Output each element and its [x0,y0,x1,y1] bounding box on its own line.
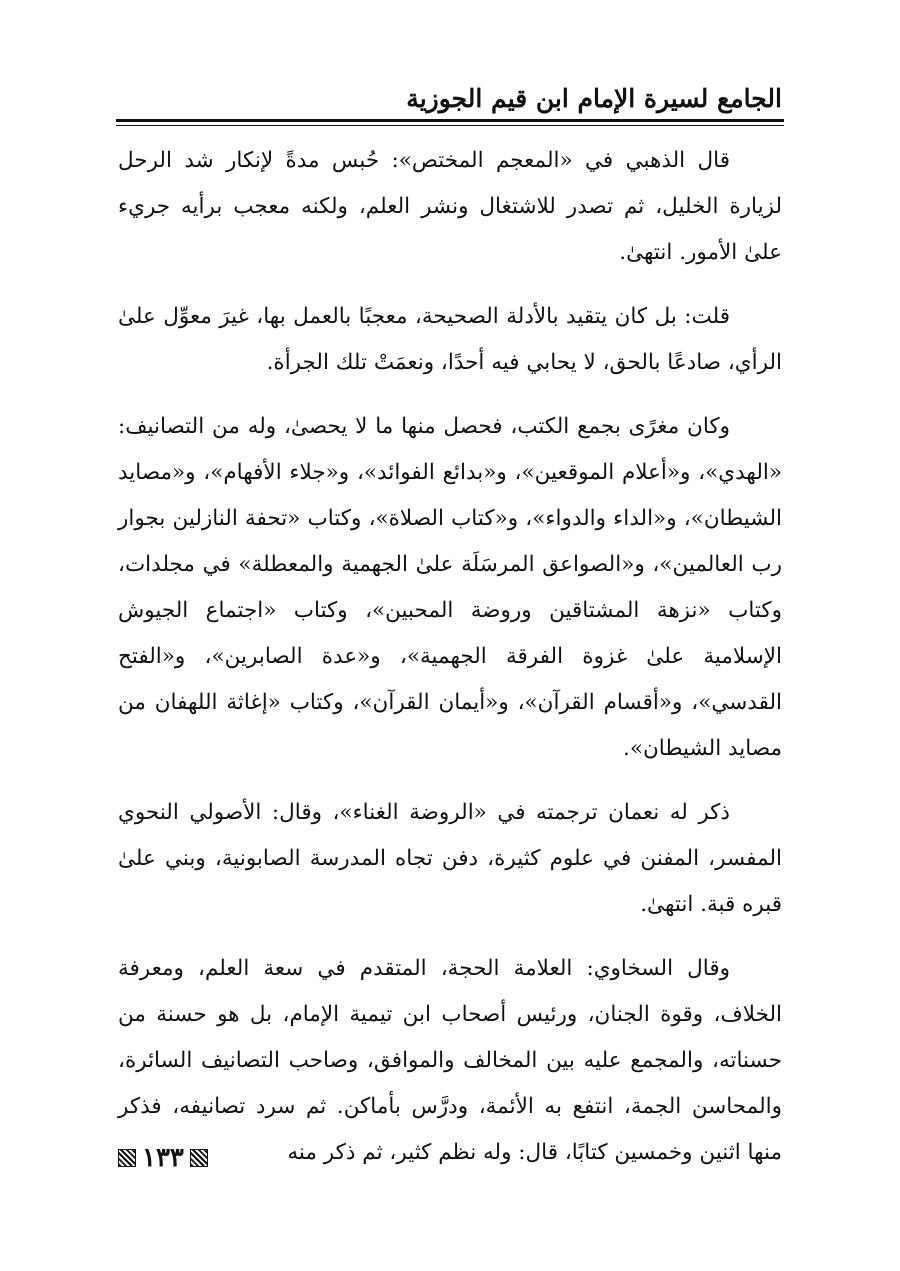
running-head-title: الجامع لسيرة الإمام ابن قيم الجوزية [406,84,782,113]
header-rule-thick [116,119,784,122]
paragraph-numan-biography: ذكر له نعمان ترجمته في «الروضة الغناء»، وقال: الأصولي النحوي المفسر، المفنن في علوم كثيرة، دفن تجاه المدرسة الصابونية، وبني علىٰ قبره قبة. انتهىٰ. [118,800,782,917]
paragraph-works-list: وكان مغرًى بجمع الكتب، فحصل منها ما لا يحصىٰ، وله من التصانيف: «الهدي»، و«أعلام الموقعين»، و«بدائع الفوائد»، و«جلاء الأفهام»، و«مصايد الشيطان»، و«الداء والدواء»، و«كتاب الصلاة»، وكتاب «تحفة النازلين بجوار رب العالمين»، و«الصواعق المرسَلَة علىٰ الجهمية والمعطلة» في مجلدات، وكتاب «نزهة المشتاقين وروضة المحبين»، وكتاب «اجتماع الجيوش الإسلامية علىٰ غزوة الفرقة الجهمية»، و«عدة الصابرين»، و«الفتح القدسي»، و«أقسام القرآن»، و«أيمان القرآن»، وكتاب «إغاثة اللهفان من مصايد الشيطان». [118,414,782,761]
ornament-left-icon [118,1149,136,1167]
paragraph-author-comment: قلت: بل كان يتقيد بالأدلة الصحيحة، معجبًا بالعمل بها، غيرَ معوِّل علىٰ الرأي، صادعًا بالحق، لا يحابي فيه أحدًا، ونعمَتْ تلك الجرأة. [118,304,782,375]
page-number: ١٣٣ [142,1143,184,1173]
header-rule-thin [116,125,784,126]
ornament-right-icon [190,1149,208,1167]
paragraph-sakhawi-quote: وقال السخاوي: العلامة الحجة، المتقدم في سعة العلم، ومعرفة الخلاف، وقوة الجنان، ورئيس أصحاب ابن تيمية الإمام، بل هو حسنة من حسناته، والمجمع عليه بين المخالف والموافق، وصاحب التصانيف السائرة، والمحاسن الجمة، انتفع به الأئمة، ودرَّس بأماكن. ثم سرد تصانيفه، فذكر منها اثنين وخمسين كتابًا، قال: وله نظم كثير، ثم ذكر منه [118,956,782,1165]
body-text [118,134,782,1194]
paragraph-dhahabi-quote: قال الذهبي في «المعجم المختص»: حُبس مدةً لإنكار شد الرحل لزيارة الخليل، ثم تصدر للاشتغال ونشر العلم، ولكنه معجب برأيه جريء علىٰ الأمور. انتهىٰ. [118,148,782,265]
page-number-footer [118,1145,208,1171]
